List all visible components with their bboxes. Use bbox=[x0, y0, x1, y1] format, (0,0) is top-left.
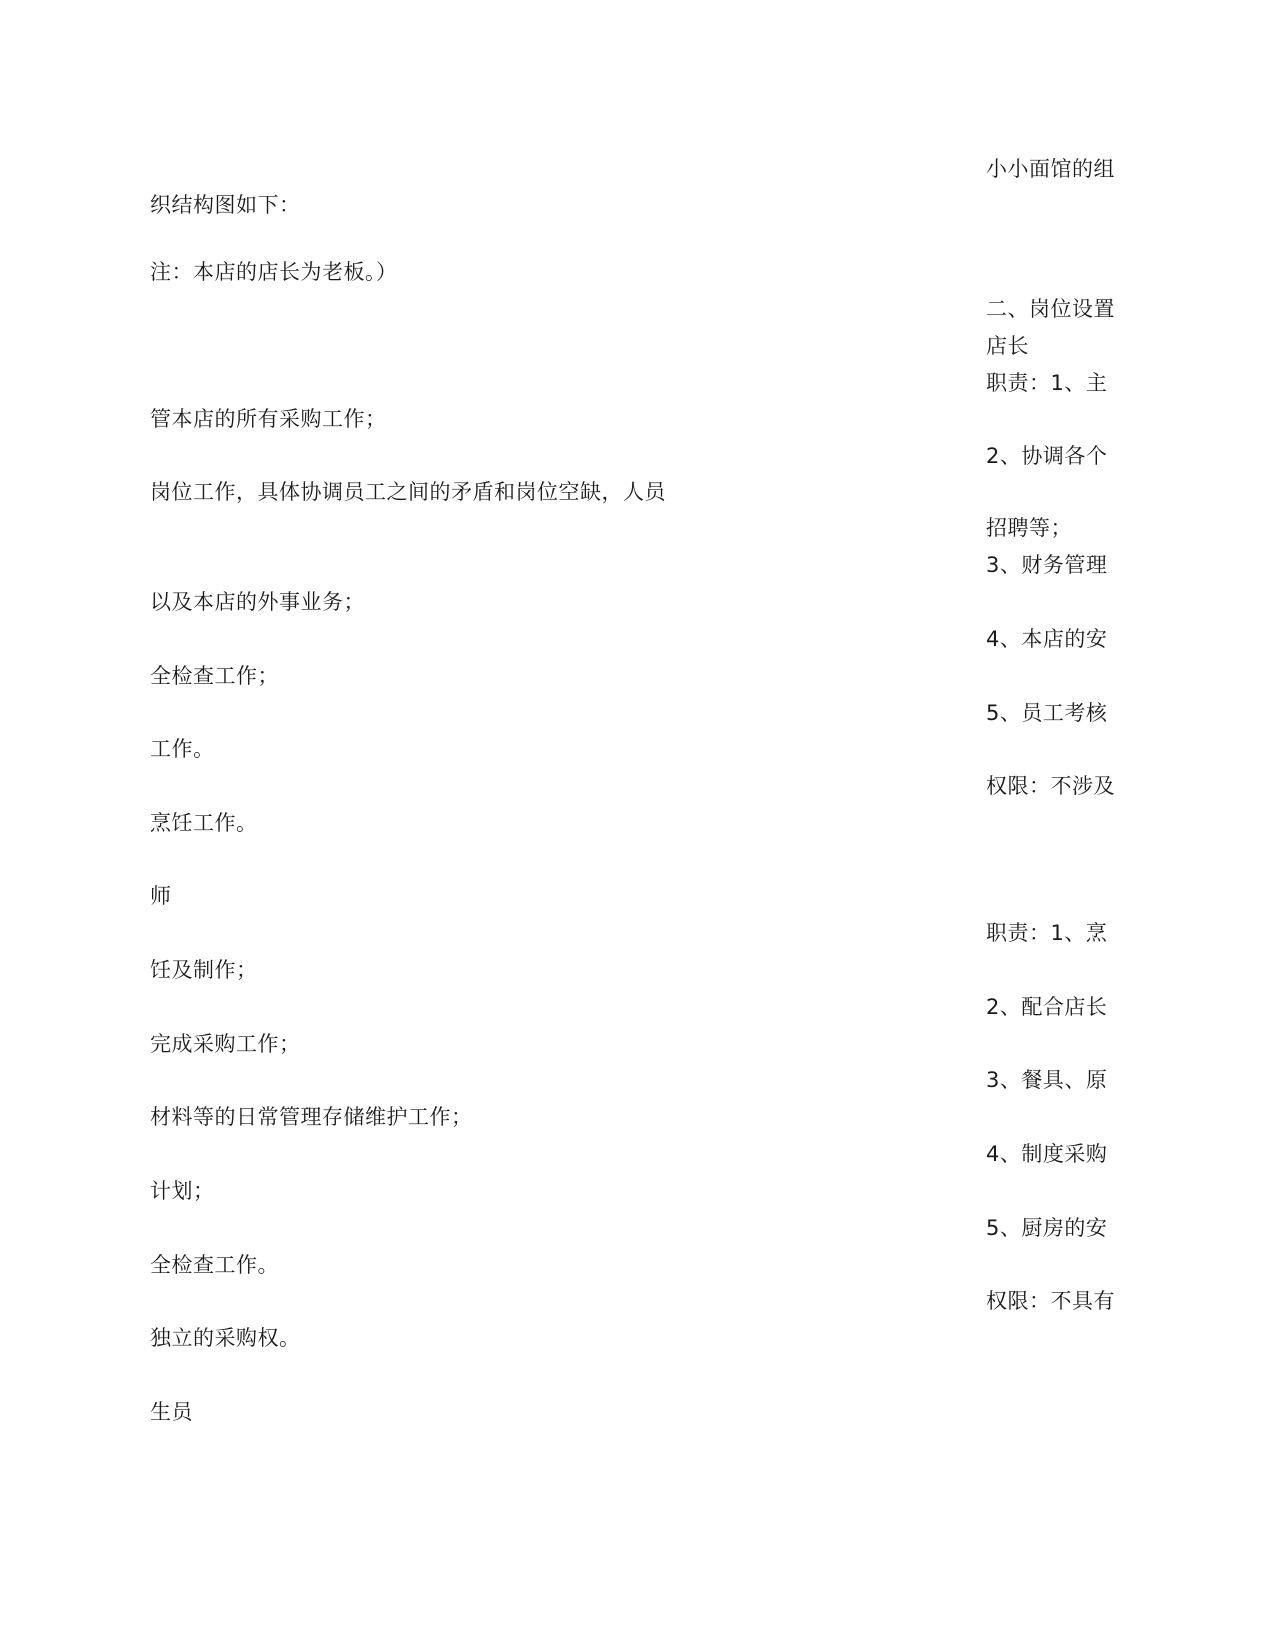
text-line: 计划； bbox=[150, 1179, 215, 1203]
text-line: 织结构图如下： bbox=[150, 193, 301, 217]
text-line: 2、配合店长 bbox=[986, 995, 1108, 1019]
text-line: 4、本店的安 bbox=[986, 627, 1108, 651]
text-line: 以及本店的外事业务； bbox=[150, 590, 365, 614]
text-line: 4、制度采购 bbox=[986, 1142, 1108, 1166]
text-line: 独立的采购权。 bbox=[150, 1326, 301, 1350]
text-line: 完成采购工作； bbox=[150, 1032, 301, 1056]
note-line: 注：本店的店长为老板。） bbox=[150, 260, 398, 284]
section-heading: 二、岗位设置 bbox=[986, 297, 1115, 321]
text-line: 材料等的日常管理存储维护工作； bbox=[150, 1105, 473, 1129]
text-line: 师 bbox=[150, 884, 172, 908]
text-line: 职责：1、主 bbox=[986, 371, 1108, 395]
text-line: 全检查工作； bbox=[150, 664, 279, 688]
text-line: 权限：不具有 bbox=[986, 1289, 1115, 1313]
text-line: 全检查工作。 bbox=[150, 1253, 279, 1277]
text-line: 权限：不涉及 bbox=[986, 774, 1115, 798]
text-line: 2、协调各个 bbox=[986, 444, 1108, 468]
text-line: 小小面馆的组 bbox=[986, 157, 1115, 181]
text-line: 管本店的所有采购工作； bbox=[150, 407, 387, 431]
text-line: 3、财务管理 bbox=[986, 553, 1108, 577]
text-line: 3、餐具、原 bbox=[986, 1068, 1108, 1092]
text-line: 岗位工作，具体协调员工之间的矛盾和岗位空缺，人员 bbox=[150, 480, 666, 504]
text-line: 招聘等； bbox=[986, 516, 1072, 540]
text-line: 工作。 bbox=[150, 737, 215, 761]
text-line: 生员 bbox=[150, 1400, 193, 1424]
text-line: 饪及制作； bbox=[150, 958, 258, 982]
role-title: 店长 bbox=[986, 334, 1029, 358]
text-line: 5、厨房的安 bbox=[986, 1216, 1108, 1240]
text-line: 5、员工考核 bbox=[986, 701, 1108, 725]
text-line: 职责：1、烹 bbox=[986, 921, 1108, 945]
text-line: 烹饪工作。 bbox=[150, 811, 258, 835]
